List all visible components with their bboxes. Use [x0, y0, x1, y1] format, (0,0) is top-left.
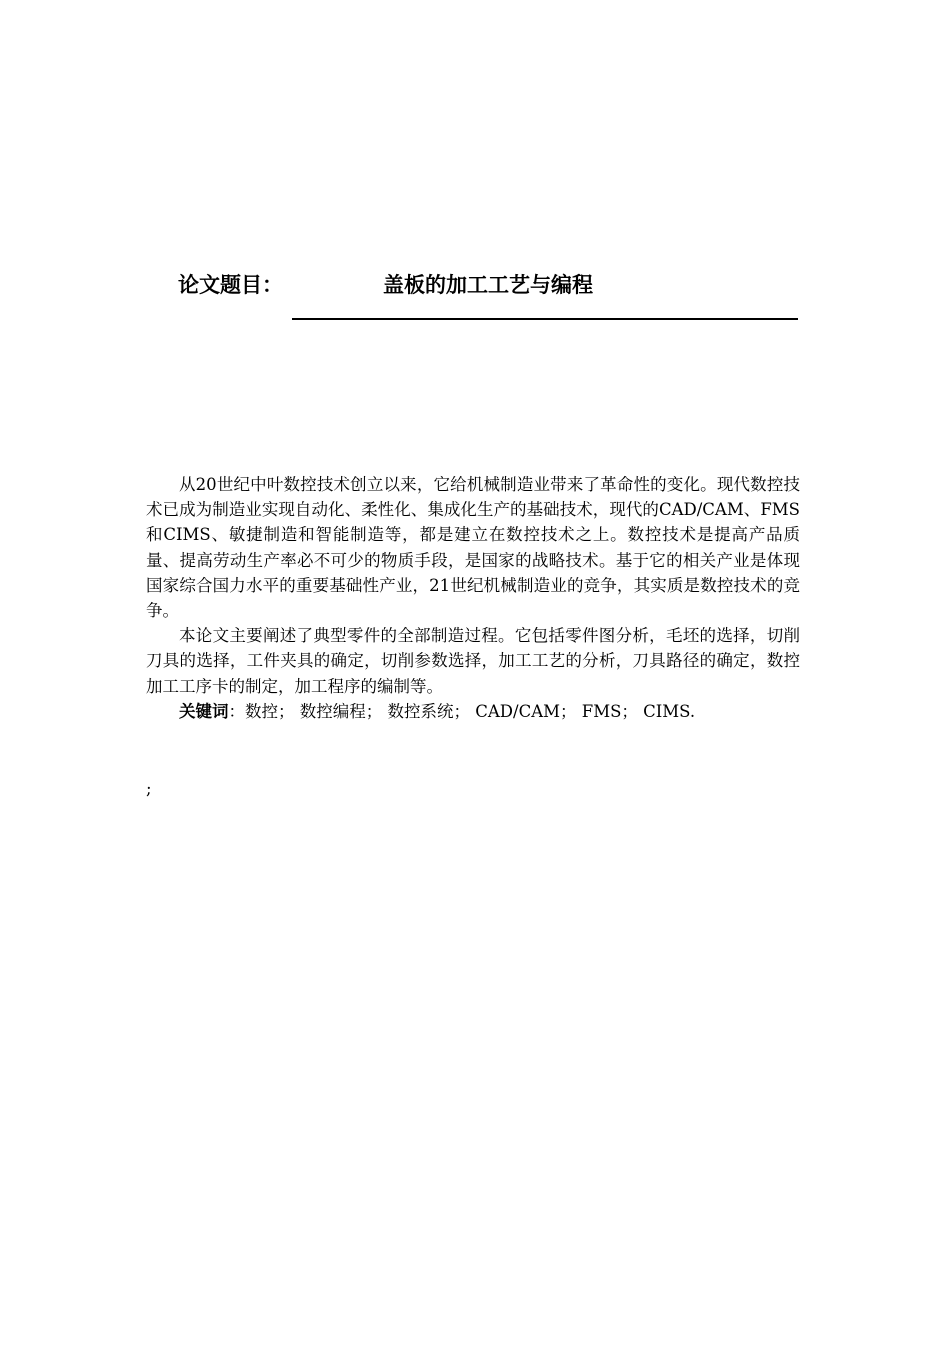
thesis-title-row [178, 268, 798, 304]
thesis-title-label: 论文题目： [178, 273, 283, 297]
title-underline [292, 318, 798, 320]
keywords-text: 数控； 数控编程； 数控系统； CAD/CAM； FMS； CIMS. [245, 701, 696, 721]
stray-semicolon: ; [146, 779, 152, 798]
keywords-label: 关键词 [179, 701, 229, 721]
abstract-paragraph-2: 本论文主要阐述了典型零件的全部制造过程。它包括零件图分析，毛坯的选择，切削刀具的选择，工件夹具的确定，切削参数选择，加工工艺的分析，刀具路径的确定，数控加工工序卡的制定，加工程序的编制等。 [146, 626, 800, 696]
keywords-line [146, 699, 800, 724]
abstract-paragraph-1: 从20世纪中叶数控技术创立以来，它给机械制造业带来了革命性的变化。现代数控技术已成为制造业实现自动化、柔性化、集成化生产的基础技术，现代的CAD/CAM、FMS和CIMS、敏捷制造和智能制造等，都是建立在数控技术之上。数控技术是提高产品质量、提高劳动生产率必不可少的物质手段，是国家的战略技术。基于它的相关产业是体现国家综合国力水平的重要基础性产业，21世纪机械制造业的竞争，其实质是数控技术的竞争。 [146, 475, 800, 621]
abstract-section [146, 472, 800, 724]
thesis-title-value: 盖板的加工工艺与编程 [383, 273, 593, 297]
keywords-colon: ： [228, 701, 245, 721]
